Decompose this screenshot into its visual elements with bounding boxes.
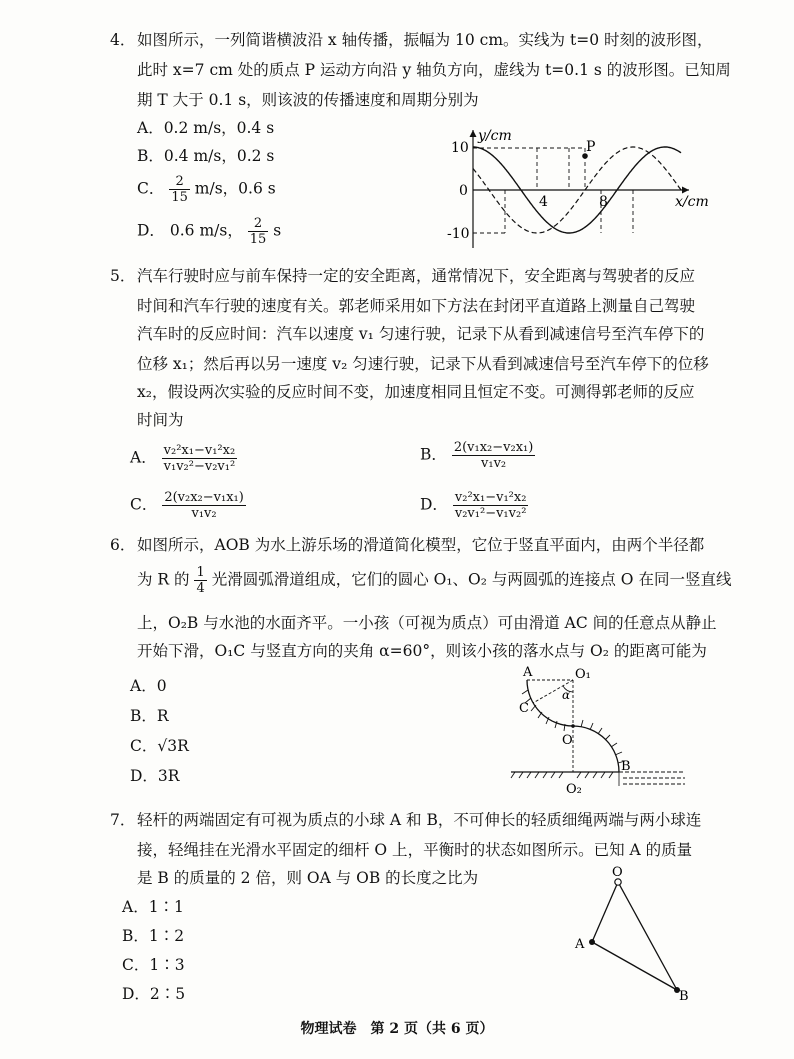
frac-denominator: 4 (196, 581, 205, 596)
q7-line-2: 接，轻绳挂在光滑水平固定的细杆 O 上，平衡时的状态如图所示。已知 A 的质量 (137, 841, 693, 859)
q5-line-6: 时间为 (137, 411, 184, 429)
q4-option-a: A．0.2 m/s，0.4 s (137, 119, 275, 137)
q5-option-c-fraction (162, 490, 246, 521)
x-axis-label: x/cm (675, 194, 709, 210)
q6-option-c: C．√3R (130, 737, 189, 755)
q5-option-d-label: D． (420, 495, 448, 514)
q6-option-d: D．3R (130, 767, 180, 785)
q5-line-1: 汽车行驶时应与前车保持一定的安全距离，通常情况下，安全距离与驾驶者的反应 (137, 267, 696, 285)
q5-line-5: x₂，假设两次实验的反应时间不变，加速度相同且恒定不变。可测得郭老师的反应 (137, 383, 695, 401)
label-o: O (612, 865, 623, 880)
ball-a (589, 939, 595, 945)
q7-option-c: C．1∶3 (122, 956, 185, 974)
q5-option-b (420, 440, 535, 471)
q6-option-a: A．0 (130, 677, 167, 695)
frac-numerator: 2(v₁x₂−v₂x₁) (453, 440, 534, 455)
label-c: C (519, 701, 529, 716)
q5-option-d (420, 490, 528, 521)
label-b: B (621, 759, 631, 774)
ground-hatch (511, 772, 613, 778)
q6-option-b: B．R (130, 707, 169, 725)
label-o1: O₁ (575, 667, 591, 682)
frac-numerator: v₂²x₁−v₁²x₂ (453, 490, 529, 506)
frac-denominator: v₂v₁²−v₁v₂² (454, 506, 527, 521)
lower-arc (573, 726, 619, 772)
q4-option-c-fraction (169, 174, 190, 205)
frac-numerator: 2(v₂x₂−v₁x₁) (164, 490, 244, 505)
q5-option-b-fraction (452, 440, 536, 471)
quarter-fraction (194, 565, 206, 596)
frac-numerator: 1 (196, 565, 205, 580)
q4-line-2: 此时 x=7 cm 处的质点 P 运动方向沿 y 轴负方向，虚线为 t=0.1 s 的波形图。已知周 (137, 61, 731, 79)
q4-option-d (137, 216, 281, 247)
q7-option-b: B．1∶2 (122, 927, 185, 945)
q5-line-2: 时间和汽车行驶的速度有关。郭老师采用如下方法在封闭平直道路上测量自己驾驶 (137, 297, 696, 315)
q7-line-3: 是 B 的质量的 2 倍，则 OA 与 OB 的长度之比为 (137, 869, 479, 887)
q5-option-c-label: C． (130, 495, 158, 514)
page-footer: 物理试卷 第 2 页（共 6 页） (300, 1021, 494, 1037)
label-a: A (575, 937, 585, 952)
label-a: A (523, 665, 533, 680)
q6-line-2 (137, 565, 731, 596)
q6-line-2-start: 为 R 的 (137, 570, 190, 589)
frac-denominator: v₁v₂²−v₂v₁² (163, 459, 236, 474)
q4-line-3: 期 T 大于 0.1 s，则该波的传播速度和周期分别为 (137, 91, 479, 109)
q4-option-d-unit: s (273, 221, 282, 240)
point-p-label: P (586, 139, 596, 155)
q7-line-1: 轻杆的两端固定有可视为质点的小球 A 和 B，不可伸长的轻质细绳两端与两小球连 (137, 811, 702, 829)
q6-number: 6． (110, 536, 136, 554)
frac-numerator: v₂²x₁−v₁²x₂ (162, 443, 238, 459)
q6-line-4: 开始下滑，O₁C 与竖直方向的夹角 α=60°，则该小孩的落水点与 O₂ 的距离可能为 (137, 642, 707, 660)
y-tick-10: 10 (451, 140, 469, 156)
label-alpha: α (562, 688, 571, 702)
slide-diagram (505, 662, 690, 800)
point-o (571, 724, 575, 728)
y-axis-label: y/cm (478, 128, 512, 144)
frac-denominator: v₁v₂ (191, 506, 217, 521)
y-tick-neg10: -10 (447, 226, 470, 242)
q4-number: 4． (110, 31, 136, 49)
lower-arc-hatch (581, 720, 625, 763)
q7-option-a: A．1∶1 (122, 898, 184, 916)
q5-option-a-label: A． (130, 448, 157, 467)
q4-option-d-fraction (248, 216, 269, 247)
q4-option-c (137, 174, 276, 205)
label-b: B (679, 989, 689, 1004)
x-tick-8: 8 (599, 194, 608, 210)
q5-option-c (130, 490, 246, 521)
q7-option-d: D．2∶5 (122, 985, 186, 1003)
x-tick-4: 4 (539, 194, 548, 210)
q4-line-1: 如图所示，一列简谐横波沿 x 轴传播，振幅为 10 cm。实线为 t=0 时刻的波形图， (137, 31, 713, 49)
q4-option-b: B．0.4 m/s，0.2 s (137, 147, 275, 165)
q7-number: 7． (110, 811, 136, 829)
q5-option-a-fraction (162, 443, 238, 474)
q5-line-3: 汽车时的反应时间：汽车以速度 v₁ 匀速行驶，记录下从看到减速信号至汽车停下的 (137, 325, 705, 343)
rod-diagram (565, 866, 695, 1004)
q5-option-b-label: B． (420, 445, 447, 464)
q6-line-3: 上，O₂B 与水池的水面齐平。一小孩（可视为质点）可由滑道 AC 间的任意点从静止 (137, 614, 717, 632)
frac-denominator: 15 (249, 232, 267, 247)
y-tick-0: 0 (459, 183, 468, 199)
label-o: O (562, 733, 573, 748)
frac-numerator: 2 (169, 174, 190, 190)
q6-line-1: 如图所示，AOB 为水上游乐场的滑道简化模型，它位于竖直平面内，由两个半径都 (137, 536, 705, 554)
q4-option-c-text: m/s，0.6 s (194, 179, 276, 198)
frac-denominator: v₁v₂ (481, 456, 507, 471)
rope-oa (592, 882, 618, 942)
q5-option-a (130, 443, 237, 474)
q4-option-d-text: 0.6 m/s， (169, 221, 243, 240)
q4-option-c-label: C． (137, 179, 165, 198)
q5-option-d-fraction (453, 490, 529, 521)
wave-graph (445, 120, 709, 255)
frac-numerator: 2 (248, 216, 269, 232)
label-o2: O₂ (566, 782, 582, 797)
q5-line-4: 位移 x₁；然后再以另一速度 v₂ 匀速行驶，记录下从看到减速信号至汽车停下的位移 (137, 355, 709, 373)
q4-option-d-label: D． (137, 221, 165, 240)
q5-number: 5． (110, 267, 136, 285)
q6-line-2-end: 光滑圆弧滑道组成，它们的圆心 O₁、O₂ 与两圆弧的连接点 O 在同一竖直线 (211, 570, 732, 589)
frac-denominator: 15 (171, 190, 188, 205)
